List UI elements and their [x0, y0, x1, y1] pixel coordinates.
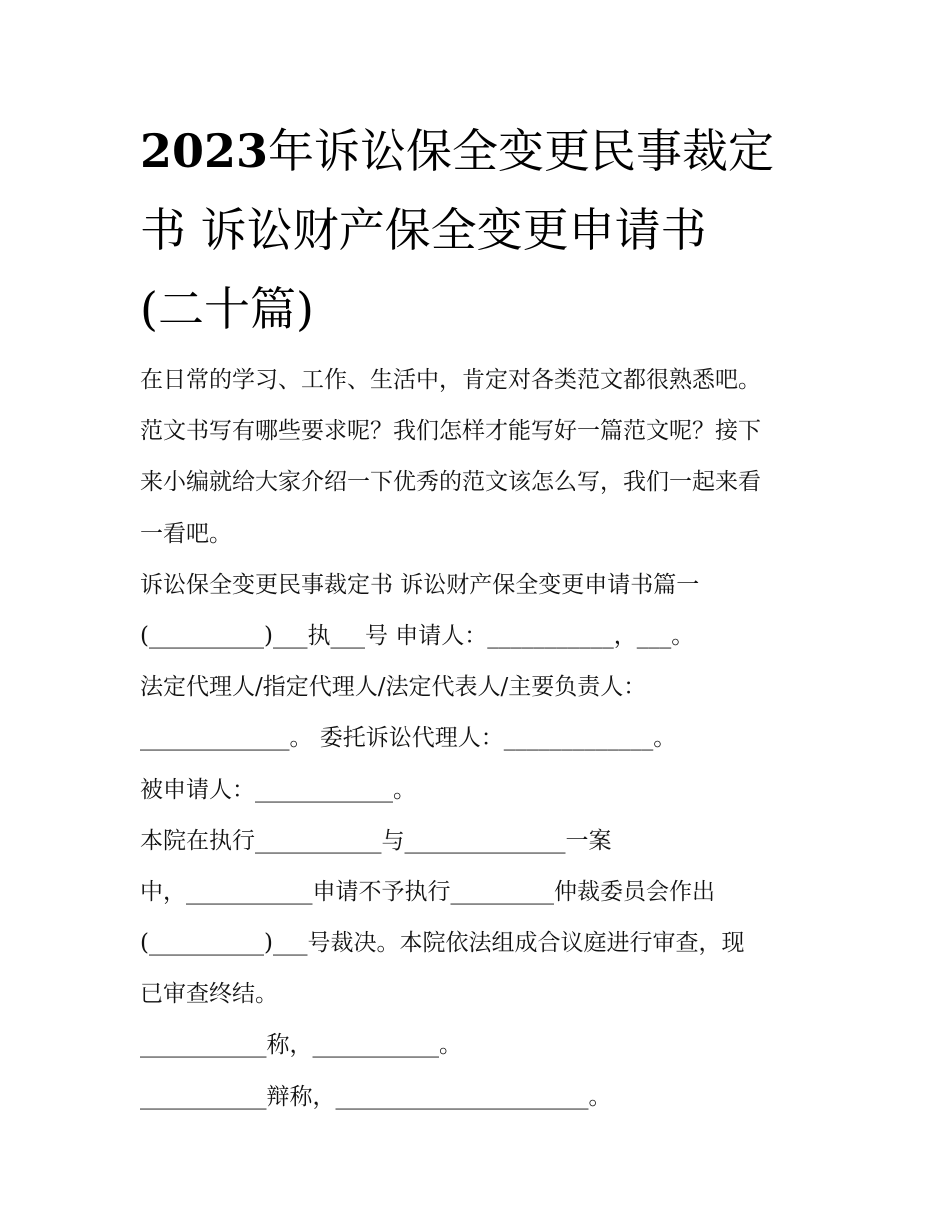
execution-line-3: (__________)___号裁决。本院依法组成合议庭进行审查，现 [140, 930, 745, 957]
claim-line: ___________称，___________。 [140, 1032, 462, 1059]
entrusted-agent-line: _____________。 委托诉讼代理人：_____________。 [140, 725, 677, 752]
legal-agent-line: 法定代理人/指定代理人/法定代表人/主要负责人： [140, 674, 647, 701]
intro-line-4: 一看吧。 [140, 520, 232, 547]
execution-line-1: 本院在执行___________与______________一案 [140, 827, 612, 854]
document-body [140, 355, 830, 1123]
title-line-1: 2023年诉讼保全变更民事裁定 [140, 124, 775, 178]
execution-line-4: 已审查终结。 [140, 981, 278, 1008]
section-heading: 诉讼保全变更民事裁定书 诉讼财产保全变更申请书篇一 [140, 571, 700, 598]
intro-line-1: 在日常的学习、工作、生活中，肯定对各类范文都很熟悉吧。 [140, 367, 761, 393]
respondent-line: 被申请人：____________。 [140, 776, 416, 803]
intro-line-3: 来小编就给大家介绍一下优秀的范文该怎么写，我们一起来看 [140, 469, 761, 496]
intro-line-2: 范文书写有哪些要求呢？我们怎样才能写好一篇范文呢？接下 [140, 418, 761, 445]
title-line-1-text: 2023 [140, 124, 269, 178]
title-line-2: 书 诉讼财产保全变更申请书 [140, 203, 707, 257]
execution-line-2: 中，___________申请不予执行_________仲裁委员会作出 [140, 878, 715, 905]
document-title [140, 112, 840, 349]
defense-line: ___________辩称，______________________。 [140, 1083, 612, 1110]
title-line-3: (二十篇) [140, 282, 314, 336]
case-number-line: (__________)___执___号 申请人：___________，___。 [140, 622, 695, 649]
